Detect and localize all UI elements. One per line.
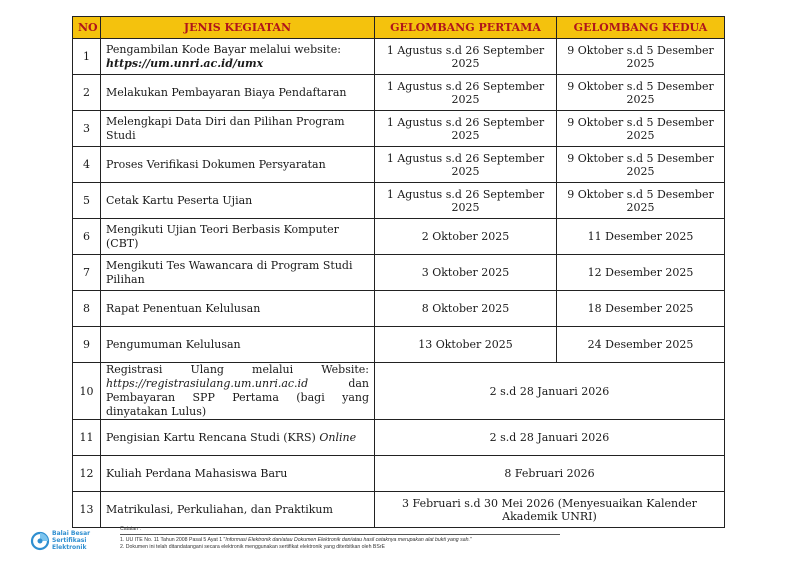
row-number: 10 xyxy=(73,363,101,420)
activity-cell: Mengikuti Tes Wawancara di Program Studi Pilihan xyxy=(101,255,375,291)
table-row xyxy=(73,327,725,363)
table-row xyxy=(73,147,725,183)
row-number: 1 xyxy=(73,39,101,75)
wave-2-date: 24 Desember 2025 xyxy=(557,327,725,363)
table-row xyxy=(73,111,725,147)
both-waves-date: 2 s.d 28 Januari 2026 xyxy=(375,363,725,420)
row-number: 5 xyxy=(73,183,101,219)
row-number: 8 xyxy=(73,291,101,327)
table-row xyxy=(73,219,725,255)
note-1: 1. UU ITE No. 11 Tahun 2008 Pasal 5 Ayat 1 "Informasi Elektronik dan/atau Dokumen Elektronik dan/atau hasil cetaknya merupakan alat bukti yang sah." xyxy=(120,537,472,543)
table-header-row xyxy=(73,17,725,39)
wave-1-date: 8 Oktober 2025 xyxy=(375,291,557,327)
both-waves-date: 3 Februari s.d 30 Mei 2026 (Menyesuaikan Kalender Akademik UNRI) xyxy=(375,492,725,528)
wave-1-date: 1 Agustus s.d 26 September 2025 xyxy=(375,111,557,147)
table-row xyxy=(73,420,725,456)
wave-1-date: 2 Oktober 2025 xyxy=(375,219,557,255)
activity-cell: Melakukan Pembayaran Biaya Pendaftaran xyxy=(101,75,375,111)
activity-cell: Cetak Kartu Peserta Ujian xyxy=(101,183,375,219)
wave-1-date: 1 Agustus s.d 26 September 2025 xyxy=(375,147,557,183)
wave-1-date: 13 Oktober 2025 xyxy=(375,327,557,363)
row-number: 13 xyxy=(73,492,101,528)
wave-1-date: 3 Oktober 2025 xyxy=(375,255,557,291)
table-row xyxy=(73,291,725,327)
wave-2-date: 9 Oktober s.d 5 Desember 2025 xyxy=(557,75,725,111)
header-wave-1: GELOMBANG PERTAMA xyxy=(375,17,557,39)
bsre-logo-icon xyxy=(30,531,50,551)
activity-text: Pengisian Kartu Rencana Studi (KRS) xyxy=(106,430,316,444)
table-row xyxy=(73,183,725,219)
activity-text: Registrasi Ulang melalui Website: xyxy=(106,363,369,376)
activity-cell xyxy=(101,420,375,456)
bsre-logo xyxy=(30,529,130,557)
both-waves-date: 8 Februari 2026 xyxy=(375,456,725,492)
header-wave-2: GELOMBANG KEDUA xyxy=(557,17,725,39)
table-row xyxy=(73,363,725,420)
activity-cell: Pengumuman Kelulusan xyxy=(101,327,375,363)
bsre-logo-text: Balai Besar Sertifikasi Elektronik xyxy=(52,530,91,551)
activity-cell: Kuliah Perdana Mahasiswa Baru xyxy=(101,456,375,492)
table-row xyxy=(73,456,725,492)
activity-url[interactable]: https://um.unri.ac.id/umx xyxy=(106,56,264,70)
row-number: 7 xyxy=(73,255,101,291)
activity-text-continued: dan Pembayaran SPP Pertama (bagi yang dinyatakan Lulus) xyxy=(106,377,369,418)
wave-2-date: 9 Oktober s.d 5 Desember 2025 xyxy=(557,183,725,219)
activity-text: Pengambilan Kode Bayar melalui website: xyxy=(106,42,341,56)
table-row xyxy=(73,39,725,75)
header-no: NO xyxy=(73,17,101,39)
both-waves-date: 2 s.d 28 Januari 2026 xyxy=(375,420,725,456)
wave-2-date: 9 Oktober s.d 5 Desember 2025 xyxy=(557,39,725,75)
document-footer xyxy=(30,523,770,563)
activity-cell xyxy=(101,39,375,75)
row-number: 3 xyxy=(73,111,101,147)
wave-2-date: 18 Desember 2025 xyxy=(557,291,725,327)
wave-2-date: 12 Desember 2025 xyxy=(557,255,725,291)
activity-cell: Mengikuti Ujian Teori Berbasis Komputer (CBT) xyxy=(101,219,375,255)
activity-cell xyxy=(101,363,375,420)
footer-notes xyxy=(120,526,560,551)
activity-cell: Rapat Penentuan Kelulusan xyxy=(101,291,375,327)
activity-url[interactable]: https://registrasiulang.um.unri.ac.id xyxy=(106,377,309,390)
activity-cell: Matrikulasi, Perkuliahan, dan Praktikum xyxy=(101,492,375,528)
wave-2-date: 9 Oktober s.d 5 Desember 2025 xyxy=(557,147,725,183)
row-number: 4 xyxy=(73,147,101,183)
row-number: 12 xyxy=(73,456,101,492)
wave-2-date: 11 Desember 2025 xyxy=(557,219,725,255)
activity-cell: Proses Verifikasi Dokumen Persyaratan xyxy=(101,147,375,183)
activity-cell: Melengkapi Data Diri dan Pilihan Program Studi xyxy=(101,111,375,147)
row-number: 2 xyxy=(73,75,101,111)
wave-1-date: 1 Agustus s.d 26 September 2025 xyxy=(375,75,557,111)
wave-1-date: 1 Agustus s.d 26 September 2025 xyxy=(375,183,557,219)
table-row xyxy=(73,255,725,291)
notes-title: Catatan : xyxy=(120,526,142,532)
notes-divider xyxy=(120,534,560,535)
note-2: 2. Dokumen ini telah ditandatangani secara elektronik menggunakan sertifikat elektronik yang diterbitkan oleh BSrE xyxy=(120,544,386,550)
wave-1-date: 1 Agustus s.d 26 September 2025 xyxy=(375,39,557,75)
table-row xyxy=(73,75,725,111)
wave-2-date: 9 Oktober s.d 5 Desember 2025 xyxy=(557,111,725,147)
activity-italic: Online xyxy=(319,430,357,444)
row-number: 11 xyxy=(73,420,101,456)
schedule-table xyxy=(72,16,725,528)
header-activity: JENIS KEGIATAN xyxy=(101,17,375,39)
row-number: 9 xyxy=(73,327,101,363)
row-number: 6 xyxy=(73,219,101,255)
